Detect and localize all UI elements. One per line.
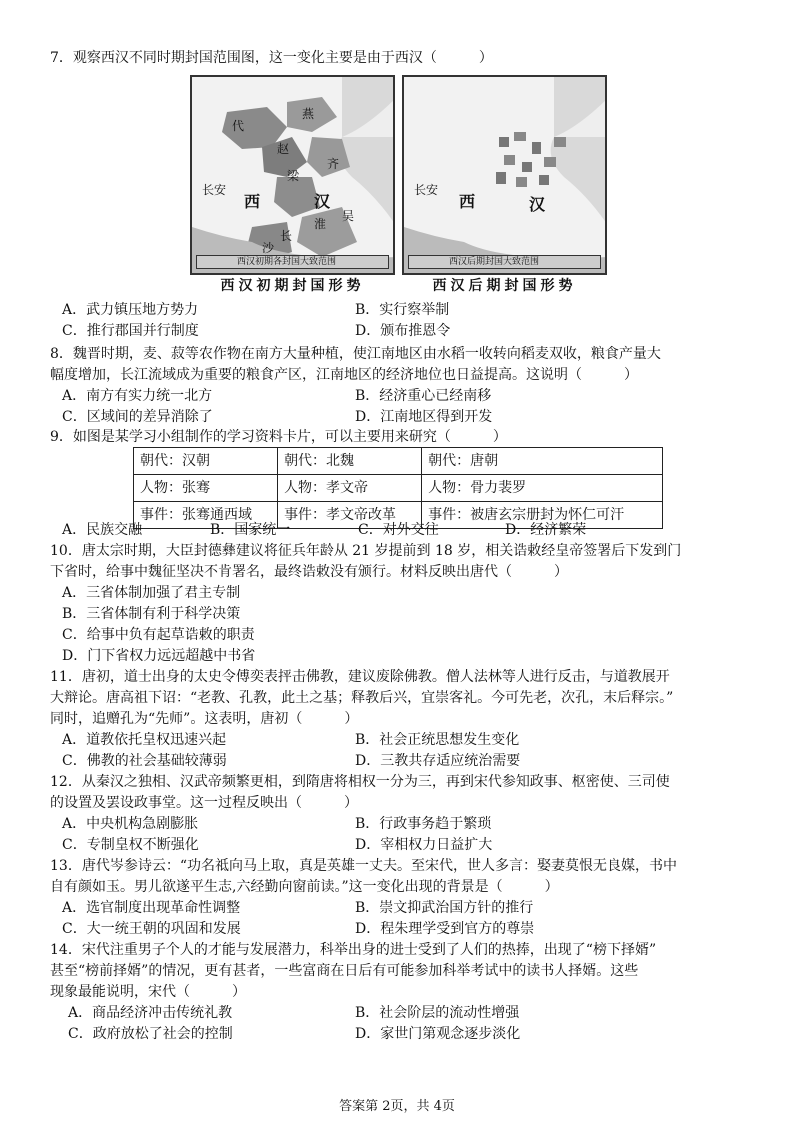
map-label-changan: 长安 <box>202 183 227 197</box>
map-right-caption: 西汉后期封国形势 <box>432 278 577 294</box>
q14-stem-line1: 14．宋代注重男子个人的才能与发展潜力，科举出身的进士受到了人们的热捧，出现了“榜下择婿” <box>50 942 657 958</box>
q14-option-a: A．商品经济冲击传统礼教 <box>68 1005 233 1021</box>
q13-option-d: D．程朱理学受到官方的尊崇 <box>355 921 535 937</box>
q14-stem-line2: 甚至“榜前择婿”的情况，更有甚者，一些富商在日后有可能参加科举考试中的读书人择婿。这些 <box>50 963 639 979</box>
map-label-liang: 梁 <box>287 169 300 183</box>
map-label-huai: 淮 <box>314 217 327 231</box>
map-label-changan-late: 长安 <box>414 183 439 197</box>
map-label-xi: 西 <box>244 192 261 211</box>
table-cell: 朝代：唐朝 <box>422 448 663 475</box>
map-label-zhao: 赵 <box>277 142 290 156</box>
q11-option-a: A．道教依托皇权迅速兴起 <box>62 732 227 748</box>
map-label-chang: 长 <box>280 229 293 243</box>
q14-stem-line3: 现象最能说明，宋代（ ） <box>50 984 246 1000</box>
q8-stem-line2: 幅度增加，长江流域成为重要的粮食产区，江南地区的经济地位也日益提高。这说明（ ） <box>50 367 638 383</box>
q10-option-a: A．三省体制加强了君主专制 <box>62 585 241 601</box>
table-cell: 朝代：北魏 <box>278 448 422 475</box>
q10-stem-line2: 下省时，给事中魏征坚决不肯署名，最终诰敕没有颁行。材料反映出唐代（ ） <box>50 564 568 580</box>
map-late-han <box>402 75 607 275</box>
q12-option-a: A．中央机构急剧膨胀 <box>62 816 199 832</box>
q9-option-b: B．国家统一 <box>210 522 291 538</box>
table-cell: 朝代：汉朝 <box>134 448 278 475</box>
q14-option-d: D．家世门第观念逐步淡化 <box>355 1026 521 1042</box>
q11-stem-line1: 11．唐初，道士出身的太史令傅奕表抨击佛教，建议废除佛教。僧人法林等人进行反击，与道教展开 <box>50 669 670 685</box>
map-left-caption: 西汉初期封国形势 <box>220 278 365 294</box>
q9-option-c: C．对外交往 <box>358 522 439 538</box>
q13-stem-line2: 自有颜如玉。男儿欲遂平生志,六经勤向窗前读。”这一变化出现的背景是（ ） <box>50 879 559 895</box>
q7-option-c: C．推行郡国并行制度 <box>62 323 199 339</box>
map-right-legend: 西汉后期封国大致范围 <box>408 255 601 269</box>
q13-stem-line1: 13．唐代岑参诗云：“功名祗向马上取，真是英雄一丈夫。至宋代，世人多言：娶妻莫恨无良媒，书中 <box>50 858 677 874</box>
page-footer: 答案第 2页，共 4页 <box>339 1099 455 1114</box>
q8-option-c: C．区域间的差异消除了 <box>62 409 213 425</box>
map-label-yan: 燕 <box>302 107 315 121</box>
map-label-xi-late: 西 <box>459 192 476 211</box>
q7-option-a: A．武力镇压地方势力 <box>62 302 199 318</box>
q7-maps <box>190 75 615 297</box>
q9-card-table <box>133 447 663 529</box>
q9-option-d: D．经济繁荣 <box>505 522 587 538</box>
map-label-han-late: 汉 <box>529 195 546 214</box>
table-cell: 事件：被唐玄宗册封为怀仁可汗 <box>422 502 663 529</box>
map-label-han: 汉 <box>314 192 331 211</box>
table-row <box>134 448 663 475</box>
q11-option-d: D．三教共存适应统治需要 <box>355 753 521 769</box>
table-row <box>134 475 663 502</box>
q14-option-c: C．政府放松了社会的控制 <box>68 1026 233 1042</box>
q10-option-d: D．门下省权力远远超越中书省 <box>62 648 256 664</box>
map-label-qi: 齐 <box>327 157 340 171</box>
q8-option-a: A．南方有实力统一北方 <box>62 388 213 404</box>
q9-stem: 9．如图是某学习小组制作的学习资料卡片，可以主要用来研究（ ） <box>50 429 507 445</box>
map-label-wu: 吴 <box>342 209 355 223</box>
q13-option-b: B．崇文抑武治国方针的推行 <box>355 900 534 916</box>
q7-option-b: B．实行察举制 <box>355 302 450 318</box>
q11-option-b: B．社会正统思想发生变化 <box>355 732 520 748</box>
q11-stem-line2: 大辩论。唐高祖下诏：“老教、孔教，此土之基；释教后兴，宜崇客礼。今可先老，次孔，末后释宗。” <box>50 690 674 706</box>
q11-stem-line3: 同时，追赠孔为“先师”。这表明，唐初（ ） <box>50 711 359 727</box>
map-early-han <box>190 75 395 275</box>
q7-option-d: D．颁布推恩令 <box>355 323 451 339</box>
q8-option-d: D．江南地区得到开发 <box>355 409 493 425</box>
q9-option-a: A．民族交融 <box>62 522 143 538</box>
q10-option-b: B．三省体制有利于科学决策 <box>62 606 241 622</box>
table-cell: 人物：骨力裴罗 <box>422 475 663 502</box>
map-left-legend: 西汉初期各封国大致范围 <box>196 255 389 269</box>
q10-option-c: C．给事中负有起草诰敕的职责 <box>62 627 255 643</box>
table-cell: 人物：孝文帝 <box>278 475 422 502</box>
q12-stem-line1: 12．从秦汉之独相、汉武帝频繁更相，到隋唐将相权一分为三，再到宋代参知政事、枢密使、三司使 <box>50 774 670 790</box>
q12-stem-line2: 的设置及罢设政事堂。这一过程反映出（ ） <box>50 795 358 811</box>
q12-option-c: C．专制皇权不断强化 <box>62 837 199 853</box>
q8-option-b: B．经济重心已经南移 <box>355 388 492 404</box>
table-cell: 事件：张骞通西域 <box>134 502 278 529</box>
map-label-dai: 代 <box>232 119 245 133</box>
q8-stem-line1: 8．魏晋时期，麦、菽等农作物在南方大量种植，使江南地区由水稻一收转向稻麦双收，粮食产量大 <box>50 346 661 362</box>
q14-option-b: B．社会阶层的流动性增强 <box>355 1005 520 1021</box>
q13-option-c: C．大一统王朝的巩固和发展 <box>62 921 241 937</box>
q13-option-a: A．选官制度出现革命性调整 <box>62 900 241 916</box>
table-cell: 人物：张骞 <box>134 475 278 502</box>
q10-stem-line1: 10．唐太宗时期，大臣封德彝建议将征兵年龄从 21 岁提前到 18 岁，相关诰敕经皇帝签署后下发到门 <box>50 543 682 559</box>
q12-option-d: D．宰相权力日益扩大 <box>355 837 493 853</box>
q12-option-b: B．行政事务趋于繁琐 <box>355 816 492 832</box>
q11-option-c: C．佛教的社会基础较薄弱 <box>62 753 227 769</box>
map-label-sha: 沙 <box>262 241 275 255</box>
table-cell: 事件：孝文帝改革 <box>278 502 422 529</box>
q7-stem: 7．观察西汉不同时期封国范围图，这一变化主要是由于西汉（ ） <box>50 50 493 66</box>
